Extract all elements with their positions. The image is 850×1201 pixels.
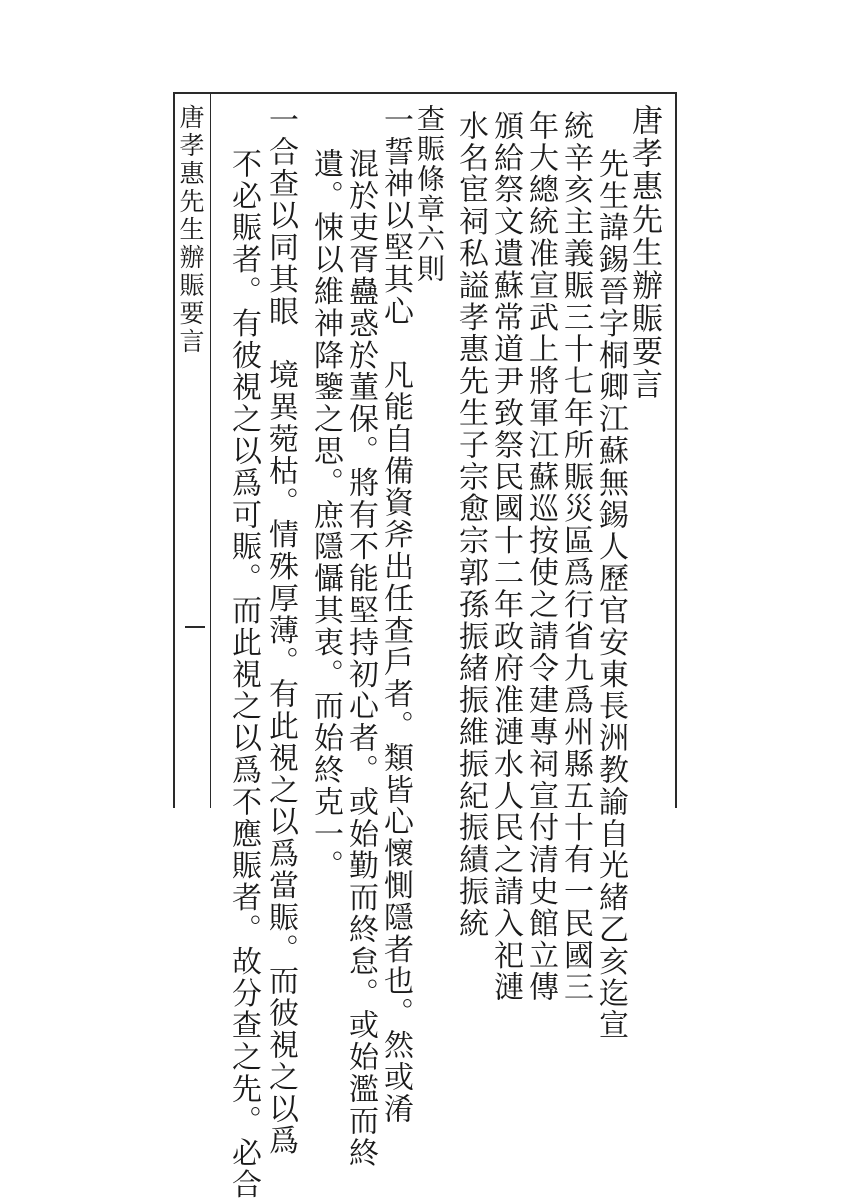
margin-divider-rule bbox=[210, 92, 211, 808]
frame-left-rule bbox=[173, 92, 175, 808]
margin-running-title: 唐孝惠先生辦賑要言 bbox=[176, 104, 205, 356]
text-column: 不必賑者。有彼視之以爲可賑。而此視之以爲不應賑者。故分查之先。必合 bbox=[226, 148, 261, 1201]
text-column: 水名宦祠私謚孝惠先生子宗愈宗郭孫振緒振維振紀振績振統 bbox=[453, 110, 488, 940]
text-column: 年大總統准宣武上將軍江蘇巡按使之請令建專祠宣付清史館立傳 bbox=[523, 110, 558, 1004]
section-heading: 查賑條章六則 bbox=[413, 104, 446, 284]
text-column: 先生諱錫晉字桐卿江蘇無錫人歷官安東長洲教諭自光緒乙亥迄宣 bbox=[593, 148, 628, 1042]
text-column: 一合查以同其眼 境異菀枯。情殊厚薄。有此視之以爲當賑。而彼視之以爲 bbox=[263, 104, 298, 1157]
page-title: 唐孝惠先生辦賑要言 bbox=[626, 104, 662, 401]
text-column: 遺。悚以維神降鑒之思。庶隱懾其衷。而始終克一。 bbox=[308, 148, 343, 882]
text-column: 混於吏胥蠱惑於董保。將有不能堅持初心者。或始勤而終怠。或始濫而終 bbox=[343, 148, 378, 1169]
frame-right-rule bbox=[675, 92, 677, 808]
frame-top-rule bbox=[175, 92, 676, 94]
text-column: 一誓神以堅其心 凡能自備資斧出任查戶者。類皆心懷惻隱者也。然或淆 bbox=[378, 104, 413, 1125]
fold-mark bbox=[185, 626, 205, 628]
text-column: 頒給祭文遺蘇常道尹致祭民國十二年政府准漣水人民之請入祀漣 bbox=[488, 110, 523, 1004]
text-column: 統辛亥主義賑三十七年所賑災區爲行省九爲州縣五十有一民國三 bbox=[558, 110, 593, 1004]
